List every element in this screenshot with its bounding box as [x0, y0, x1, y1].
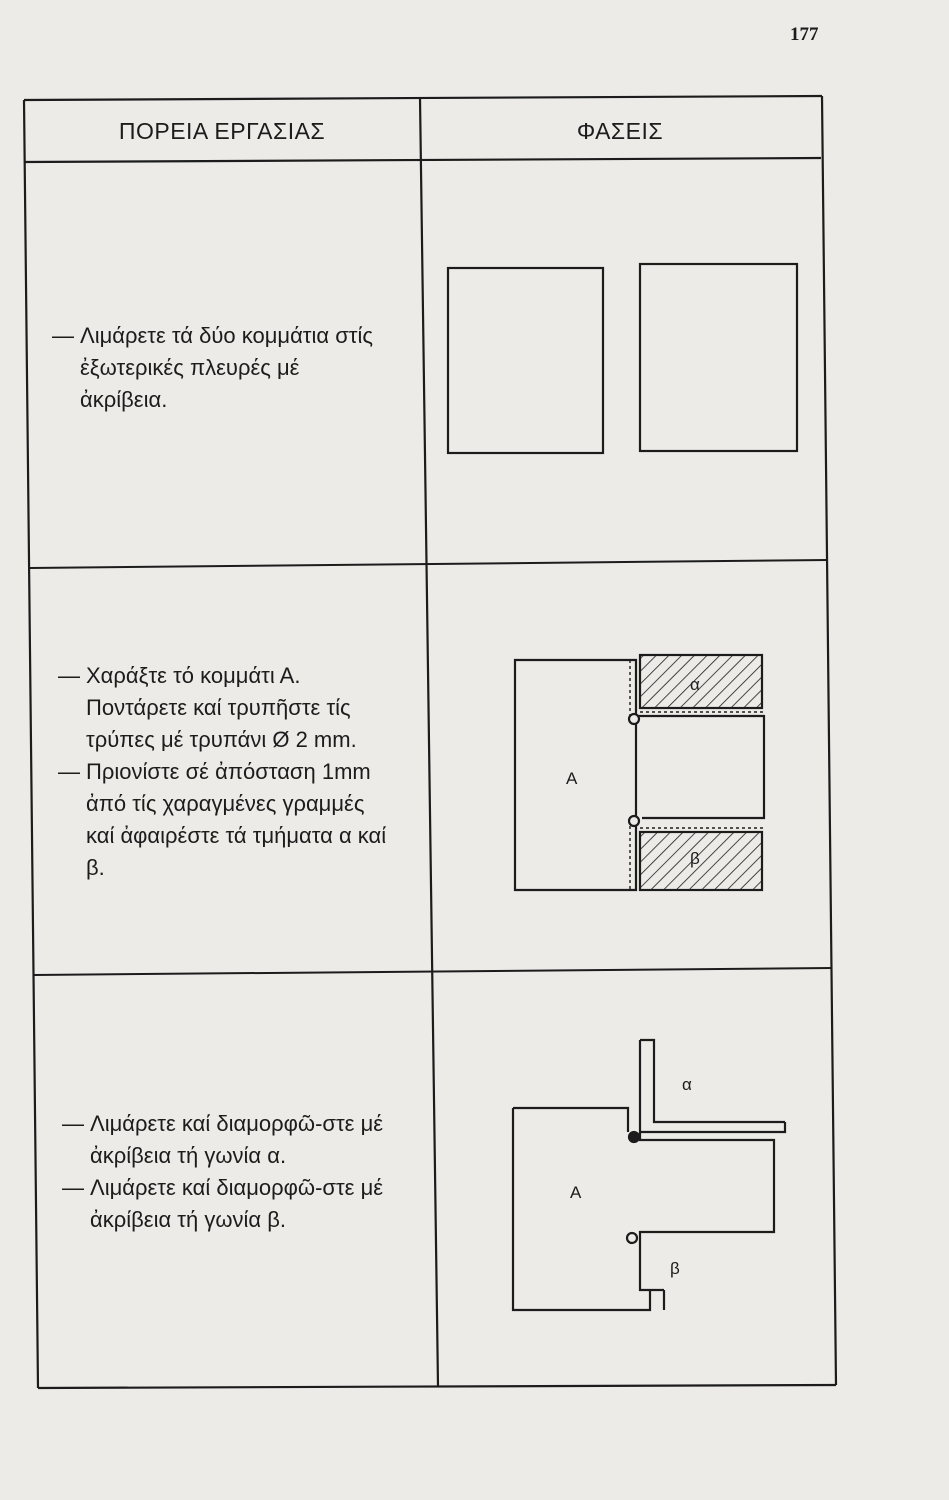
label-part-alpha: α — [690, 675, 700, 694]
header-phases: ΦΑΣΕΙΣ — [576, 117, 664, 144]
page-number: 177 — [790, 24, 819, 45]
instruction-text: Λιμάρετε καί διαμορφῶ-στε μέ ἀκρίβεια τή γωνία α. — [90, 1111, 384, 1168]
drill-hole-beta — [627, 1233, 637, 1243]
corner-alpha-profile — [513, 1040, 785, 1132]
instruction-dash: — — [58, 663, 80, 688]
instruction-dash: — — [62, 1175, 84, 1200]
header-procedure: ΠΟΡΕΙΑ ΕΡΓΑΣΙΑΣ — [118, 117, 326, 144]
instruction-text: Λιμάρετε καί διαμορφῶ-στε μέ ἀκρίβεια τή γωνία β. — [90, 1175, 384, 1232]
piece-a-bottom-edge — [513, 1108, 664, 1310]
drill-hole-alpha — [629, 1132, 639, 1142]
instruction-text: Λιμάρετε τά δύο κομμάτια στίς ἐξωτερικές πλευρές μέ ἀκρίβεια. — [80, 323, 373, 412]
label-piece-a: Α — [570, 1183, 582, 1202]
instruction-dash: — — [58, 759, 80, 784]
label-corner-alpha: α — [682, 1075, 692, 1094]
label-part-beta: β — [690, 849, 700, 868]
instruction-text: Χαράξτε τό κομμάτι Α. Ποντάρετε καί τρυπῆστε τίς τρύπες μέ τρυπάνι Ø 2 mm. — [86, 663, 357, 752]
instruction-text: Πριονίστε σέ ἀπόσταση 1mm ἀπό τίς χαραγμένες γραμμές καί ἀφαιρέστε τά τμήματα α καί β. — [86, 759, 387, 880]
corner-beta-profile — [640, 1132, 774, 1290]
label-corner-beta: β — [670, 1259, 680, 1278]
instruction-dash: — — [62, 1111, 84, 1136]
label-piece-a: Α — [566, 769, 578, 788]
instruction-dash: — — [52, 323, 74, 348]
